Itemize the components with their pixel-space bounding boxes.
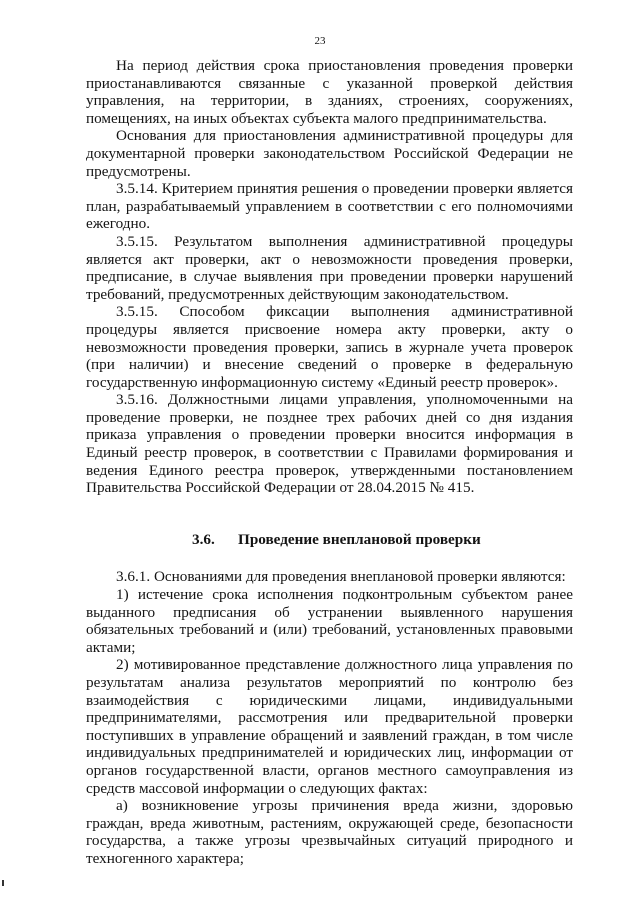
list-item: 2) мотивированное представление должностного лица управления по результатам анализа результатов мероприятий по контролю без взаимодействия с юридическими лицами, индивидуальными предпринимателями, рассмотрения или предварительной проверки поступивших в управление обращений и заявлений граждан, в том числе индивидуальных предпринимателей и юридических лиц, информации от органов государственной власти, органов местного самоуправления из средств массовой информации о следующих фактах:	[86, 656, 573, 797]
document-body	[86, 57, 573, 868]
list-item: а) возникновение угрозы причинения вреда жизни, здоровью граждан, вреда животным, растениям, окружающей среде, безопасности государства, а также угрозы чрезвычайных ситуаций природного и техногенного характера;	[86, 797, 573, 867]
scan-edge-mark	[2, 880, 4, 886]
section-heading	[86, 531, 573, 549]
paragraph: 3.6.1. Основаниями для проведения внеплановой проверки являются:	[116, 568, 566, 586]
paragraph: 3.5.15. Способом фиксации выполнения административной процедуры является присвоение номера акту проверки, акту о невозможности проведения проверки, запись в журнале учета проверок (при наличии) и внесение сведений о проверке в федеральную государственную информационную систему «Единый реестр проверок».	[86, 303, 573, 391]
section-title: Проведение внеплановой проверки	[238, 530, 481, 548]
paragraph: 3.5.16. Должностными лицами управления, уполномоченными на проведение проверки, не позднее трех рабочих дней со дня издания приказа управления о проведении проверки вносится информация в Единый реестр проверок, в соответствии с Правилами формирования и ведения Единого реестра проверок, утвержденными постановлением Правительства Российской Федерации от 28.04.2015 № 415.	[86, 391, 573, 497]
paragraph: На период действия срока приостановления проведения проверки приостанавливаются связанные с указанной проверкой действия управления, на территории, в зданиях, строениях, сооружениях, помещениях, на иных объектах субъекта малого предпринимательства.	[86, 57, 573, 127]
list-item: 1) истечение срока исполнения подконтрольным субъектом ранее выданного предписания об устранении выявленного нарушения обязательных требований и (или) требований, установленных правовыми актами;	[86, 586, 573, 656]
paragraph: 3.5.15. Результатом выполнения административной процедуры является акт проверки, акт о невозможности проведения проверки, предписание, в случае выявления при проведении проверки нарушений требований, предусмотренных действующим законодательством.	[86, 232, 573, 303]
section-number: 3.6.	[192, 530, 215, 548]
paragraph: 3.5.14. Критерием принятия решения о проведении проверки является план, разрабатываемый управлением в соответствии с его полномочиями ежегодно.	[86, 180, 573, 233]
page-number: 23	[314, 35, 326, 47]
paragraph: Основания для приостановления административной процедуры для документарной проверки законодательством Российской Федерации не предусмотрены.	[86, 127, 573, 180]
